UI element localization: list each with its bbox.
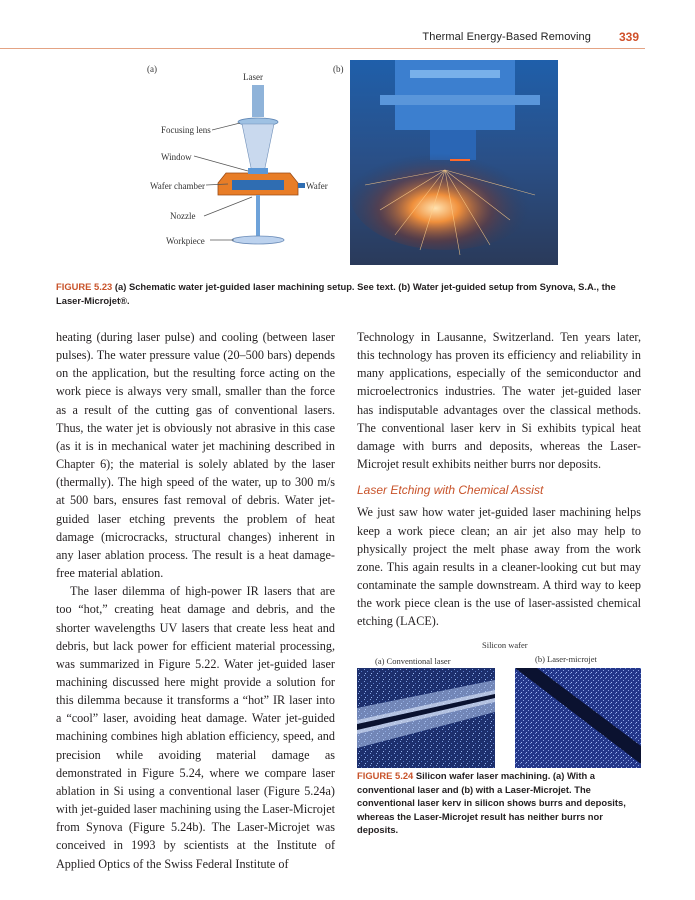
laser-beam <box>252 85 264 117</box>
leader-lens <box>212 123 240 130</box>
figure-5-24 <box>357 640 641 760</box>
right-column <box>357 328 641 631</box>
workpiece <box>232 236 284 244</box>
left-paragraph-1: heating (during laser pulse) and cooling (between laser pulses). The water pressure value (20–500 bars) depends on the application, but the resulting force acting on the work piece is always very small, smaller than the force as a result of the cutting gas of conventional lasers. Thus, the water jet is obviously not abrasive in this case (as it is in mechanical water jet machining described in Chapter 6); the material is solely ablated by the laser (thermally). The high speed of the water, up to 300 m/s at 500 bars, ensures fast removal of debris. Water jet-guided laser etching prevents the problem of heat damage (microcracks, structural changes) inherent in any laser ablation process. The result is a heat damage-free material ablation. <box>56 330 335 581</box>
panel-b-label: (b) <box>333 64 344 74</box>
figure-5-23-caption-text: (a) Schematic water jet-guided laser machining setup. See text. (b) Water jet-guided setup from Synova, S.A., the Laser-Microjet®. <box>56 281 616 306</box>
window <box>248 168 268 174</box>
left-paragraph-2: The laser dilemma of high-power IR lasers that are too “hot,” creating heat damage and debris, and the shorter wavelengths UV lasers that create less heat and debris, but lack power for efficient material processing, was summarized in Figure 5.22. Water jet-guided laser machining discussed here might provide a solution for this dilemma because it transforms a “hot” IR laser into a “cool” laser, avoiding heat damage. Water jet-guided machining combines high ablation efficiency, speed, and precision while avoiding material damage as demonstrated in Figure 5.24, where we compare laser ablation in Si using a conventional laser (Figure 5.24a) with jet-guided laser machining using the Laser-Microjet from Synova (Figure 5.24b). The Laser-Microjet was conceived in 1993 by scientists at the Institute of Applied Optics of the Swiss Federal Institute of <box>56 584 335 871</box>
focusing-lens-label: Focusing lens <box>161 125 211 135</box>
machine-band <box>380 95 540 105</box>
leader-window <box>194 156 248 171</box>
figure-5-23-caption <box>56 280 641 308</box>
panel-b-microjet-label: (b) Laser-microjet <box>535 654 597 664</box>
wafer-chamber-label: Wafer chamber <box>150 181 205 191</box>
right-paragraph-2: We just saw how water jet-guided laser machining helps keep a work piece clean; an air jet also may help to physically project the melt phase away from the work zone. This again results in a cleaner-looking cut but may contaminate the sample downstream. A third way to keep the work piece clean is the use of laser-assisted chemical etching (LACE). <box>357 505 641 629</box>
panel-a-conventional-label: (a) Conventional laser <box>375 656 451 666</box>
spark-glow <box>350 140 540 250</box>
wafer-label: Wafer <box>306 181 328 191</box>
schematic-drawing <box>140 60 350 265</box>
laser-label: Laser <box>243 72 263 82</box>
header-rule <box>0 48 645 49</box>
right-paragraph-1: Technology in Lausanne, Switzerland. Ten years later, this technology has proven its efficiency and reliability in many applications, especially of the semiconductor and microelectronics industries. The water jet-guided laser has indisputable advantages over the classical methods. The conventional laser kerv in Si exhibits typical heat damage with burrs and deposits, whereas the Laser-Microjet result exhibits neither burrs nor deposits. <box>357 330 641 472</box>
running-header <box>0 31 695 47</box>
conventional-laser-image <box>357 668 495 768</box>
panel-a-label: (a) <box>147 64 157 74</box>
running-title: Thermal Energy-Based Removing <box>422 31 591 43</box>
left-column <box>56 328 335 873</box>
water-jet <box>256 195 260 238</box>
figure-5-24-caption <box>357 769 627 837</box>
wafer <box>298 183 305 188</box>
laser-microjet-photo <box>350 60 558 265</box>
figure-5-23-number: FIGURE 5.23 <box>56 281 113 292</box>
figure-5-24-title: Silicon wafer <box>482 640 528 650</box>
water-chamber <box>232 180 284 190</box>
figure-5-23a-schematic <box>140 60 350 265</box>
nozzle-label: Nozzle <box>170 211 196 221</box>
machine-highlight <box>410 70 500 78</box>
page-number: 339 <box>618 30 639 44</box>
laser-microjet-image <box>515 668 641 768</box>
silicon-wafer-images <box>357 668 641 768</box>
leader-nozzle <box>204 197 252 216</box>
figure-5-23b-photo <box>333 60 558 265</box>
window-label: Window <box>161 152 192 162</box>
workpiece-label: Workpiece <box>166 236 205 246</box>
section-heading: Laser Etching with Chemical Assist <box>357 483 544 498</box>
figure-5-24-caption-text: Silicon wafer laser machining. (a) With a conventional laser and (b) with a Laser-Microjet. The conventional laser kerv in silicon shows burrs and deposits, whereas the Laser-Microjet result has neither burrs nor deposits. <box>357 770 626 836</box>
figure-5-24-number: FIGURE 5.24 <box>357 770 414 781</box>
